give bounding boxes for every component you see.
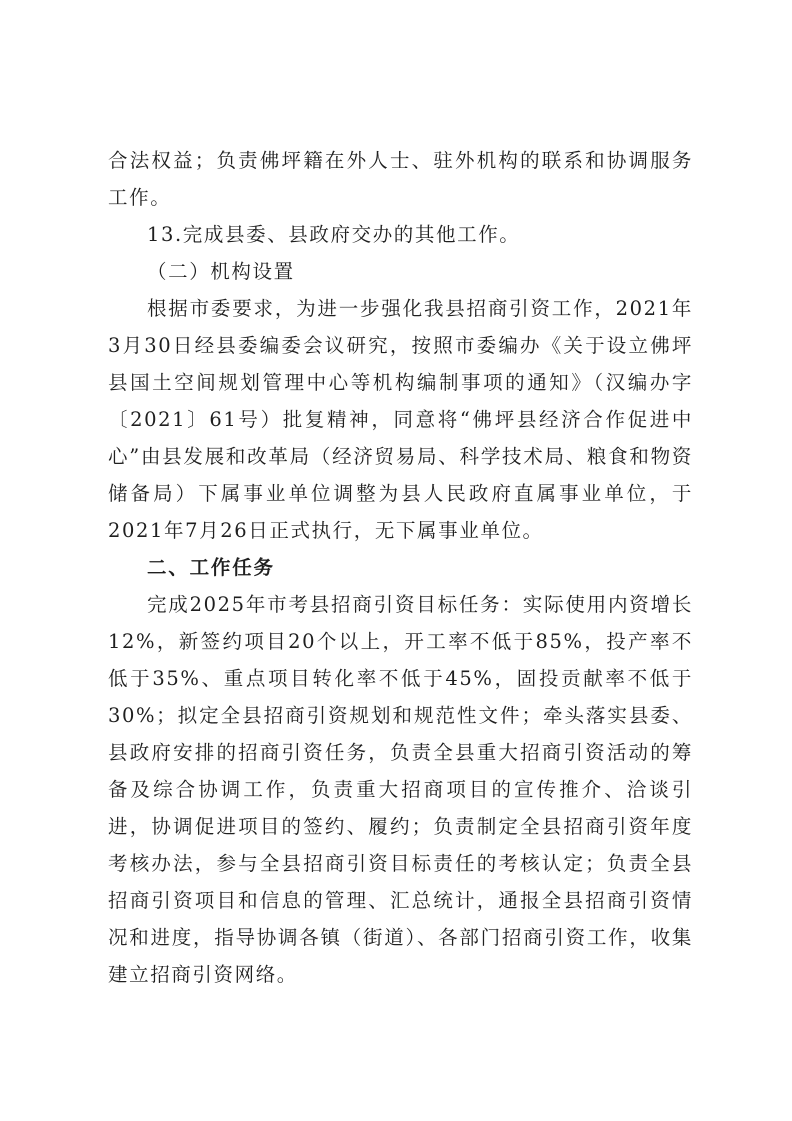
section-heading-institution: （二）机构设置 bbox=[147, 260, 295, 283]
paragraph-continuation: 合法权益；负责佛坪籍在外人士、驻外机构的联系和协调服务工作。 bbox=[108, 149, 693, 209]
paragraph-institution: 根据市委要求，为进一步强化我县招商引资工作，2021年3月30日经县委编委会议研究，按照市委编办《关于设立佛坪县国土空间规划管理中心等机构编制事项的通知》（汉编办字〔2021〕61号）批复精神，同意将“佛坪县经济合作促进中心”由县发展和改革局（经济贸易局、科学技术局、粮食和物资储备局）下属事业单位调整为县人民政府直属事业单位，于2021年7月26日正式执行，无下属事业单位。 bbox=[108, 297, 693, 542]
paragraph-tasks: 完成2025年市考县招商引资目标任务：实际使用内资增长12%，新签约项目20个以上，开工率不低于85%，投产率不低于35%、重点项目转化率不低于45%，固投贡献率不低于30%；拟定全县招商引资规划和规范性文件；牵头落实县委、县政府安排的招商引资任务，负责全县重大招商引资活动的筹备及综合协调工作，负责重大招商项目的宣传推介、洽谈引进，协调促进项目的签约、履约；负责制定全县招商引资年度考核办法，参与全县招商引资目标责任的考核认定；负责全县招商引资项目和信息的管理、汇总统计，通报全县招商引资情况和进度，指导协调各镇（街道）、各部门招商引资工作，收集建立招商引资网络。 bbox=[108, 593, 693, 986]
list-item-13: 13.完成县委、县政府交办的其他工作。 bbox=[147, 223, 521, 246]
section-heading-tasks: 二、工作任务 bbox=[147, 556, 275, 579]
document-body bbox=[108, 142, 693, 993]
